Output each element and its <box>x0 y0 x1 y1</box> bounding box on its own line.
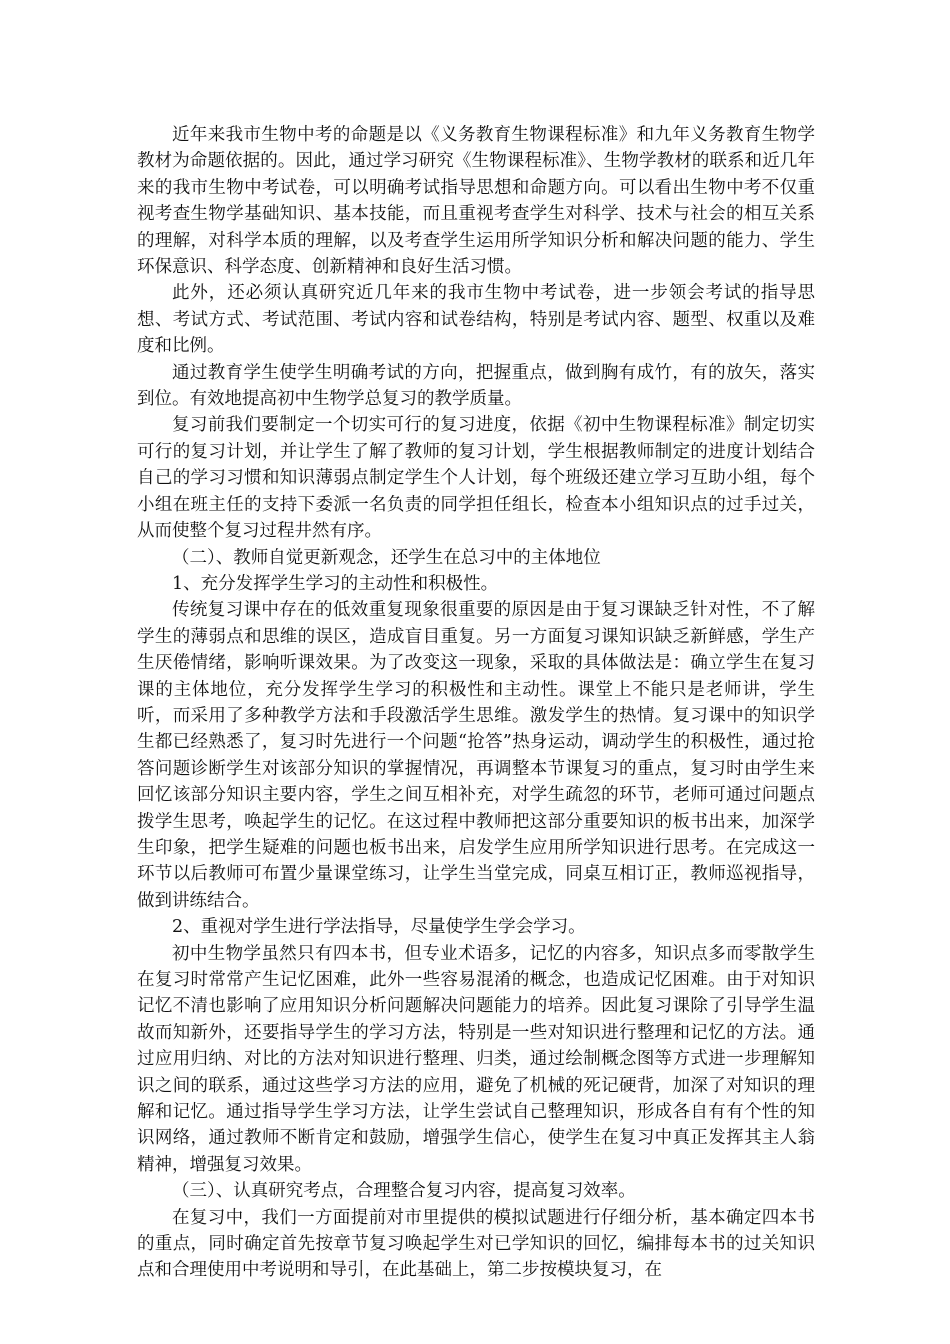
paragraph-study-methods: 初中生物学虽然只有四本书，但专业术语多，记忆的内容多，知识点多而零散学生在复习时常常产生记忆困难，此外一些容易混淆的概念，也造成记忆困难。由于对知识记忆不清也影响了应用知识分析问题解决问题能力的培养。因此复习课除了引导学生温故而知新外，还要指导学生的学习方法，特别是一些对知识进行整理和记忆的方法。通过应用归纳、对比的方法对知识进行整理、归类，通过绘制概念图等方式进一步理解知识之间的联系，通过这些学习方法的应用，避免了机械的死记硬背，加深了对知识的理解和记忆。通过指导学生学习方法，让学生尝试自己整理知识，形成各自有有个性的知识网络，通过教师不断肯定和鼓励，增强学生信心，使学生在复习中真正发挥其主人翁精神，增强复习效果。 <box>137 943 815 1175</box>
paragraph-review-class: 传统复习课中存在的低效重复现象很重要的原因是由于复习课缺乏针对性，不了解学生的薄弱点和思维的误区，造成盲目重复。另一方面复习课知识缺乏新鲜感，学生产生厌倦情绪，影响听课效果。为了改变这一现象，采取的具体做法是：确立学生在复习课的主体地位，充分发挥学生学习的积极性和主动性。课堂上不能只是老师讲，学生听，而采用了多种教学方法和手段激活学生思维。激发学生的热情。复习课中的知识学生都已经熟悉了，复习时先进行一个问题“抢答”热身运动，调动学生的积极性，通过抢答问题诊断学生对该部分知识的掌握情况，再调整本节课复习的重点，复习时由学生来回忆该部分知识主要内容，学生之间互相补充，对学生疏忽的环节，老师可通过问题点拨学生思考，唤起学生的记忆。在这过程中教师把这部分重要知识的板书出来，加深学生印象，把学生疑难的问题也板书出来，启发学生应用所学知识进行思考。在完成这一环节以后教师可布置少量课堂练习，让学生当堂完成，同桌互相订正，教师巡视指导，做到讲练结合。 <box>137 600 815 911</box>
paragraph-exam-papers: 此外，还必须认真研究近几年来的我市生物中考试卷，进一步领会考试的指导思想、考试方式、考试范围、考试内容和试卷结构，特别是考试内容、题型、权重以及难度和比例。 <box>137 283 815 357</box>
paragraph-exam-direction: 通过教育学生使学生明确考试的方向，把握重点，做到胸有成竹，有的放矢，落实到位。有效地提高初中生物学总复习的教学质量。 <box>137 362 815 410</box>
document-body <box>137 122 815 1284</box>
section-heading-2: （二）、教师自觉更新观念，还学生在总习中的主体地位 <box>172 547 601 568</box>
subheading-1: 1、充分发挥学生学习的主动性和积极性。 <box>172 573 499 594</box>
paragraph-exam-basis: 近年来我市生物中考的命题是以《义务教育生物课程标准》和九年义务教育生物学教材为命题依据的。因此，通过学习研究《生物课程标准》、生物学教材的联系和近几年来的我市生物中考试卷，可以明确考试指导思想和命题方向。可以看出生物中考不仅重视考查生物学基础知识、基本技能，而且重视考查学生对科学、技术与社会的相互关系的理解，对科学本质的理解，以及考查学生运用所学知识分析和解决问题的能力、学生环保意识、科学态度、创新精神和良好生活习惯。 <box>137 125 815 278</box>
subheading-2: 2、重视对学生进行学法指导，尽量使学生学会学习。 <box>172 917 586 938</box>
paragraph-review-plan: 复习前我们要制定一个切实可行的复习进度，依据《初中生物课程标准》制定切实可行的复习计划，并让学生了解了教师的复习计划，学生根据教师制定的进度计划结合自己的学习习惯和知识薄弱点制定学生个人计划，每个班级还建立学习互助小组，每个小组在班主任的支持下委派一名负责的同学担任组长，检查本小组知识点的过手过关，从而使整个复习过程井然有序。 <box>137 415 815 542</box>
section-heading-3: （三）、认真研究考点，合理整合复习内容，提高复习效率。 <box>172 1181 636 1202</box>
paragraph-exam-points: 在复习中，我们一方面提前对市里提供的模拟试题进行仔细分析，基本确定四本书的重点，同时确定首先按章节复习唤起学生对已学知识的回忆，编排每本书的过关知识点和合理使用中考说明和导引，在此基础上，第二步按模块复习，在 <box>137 1207 815 1281</box>
